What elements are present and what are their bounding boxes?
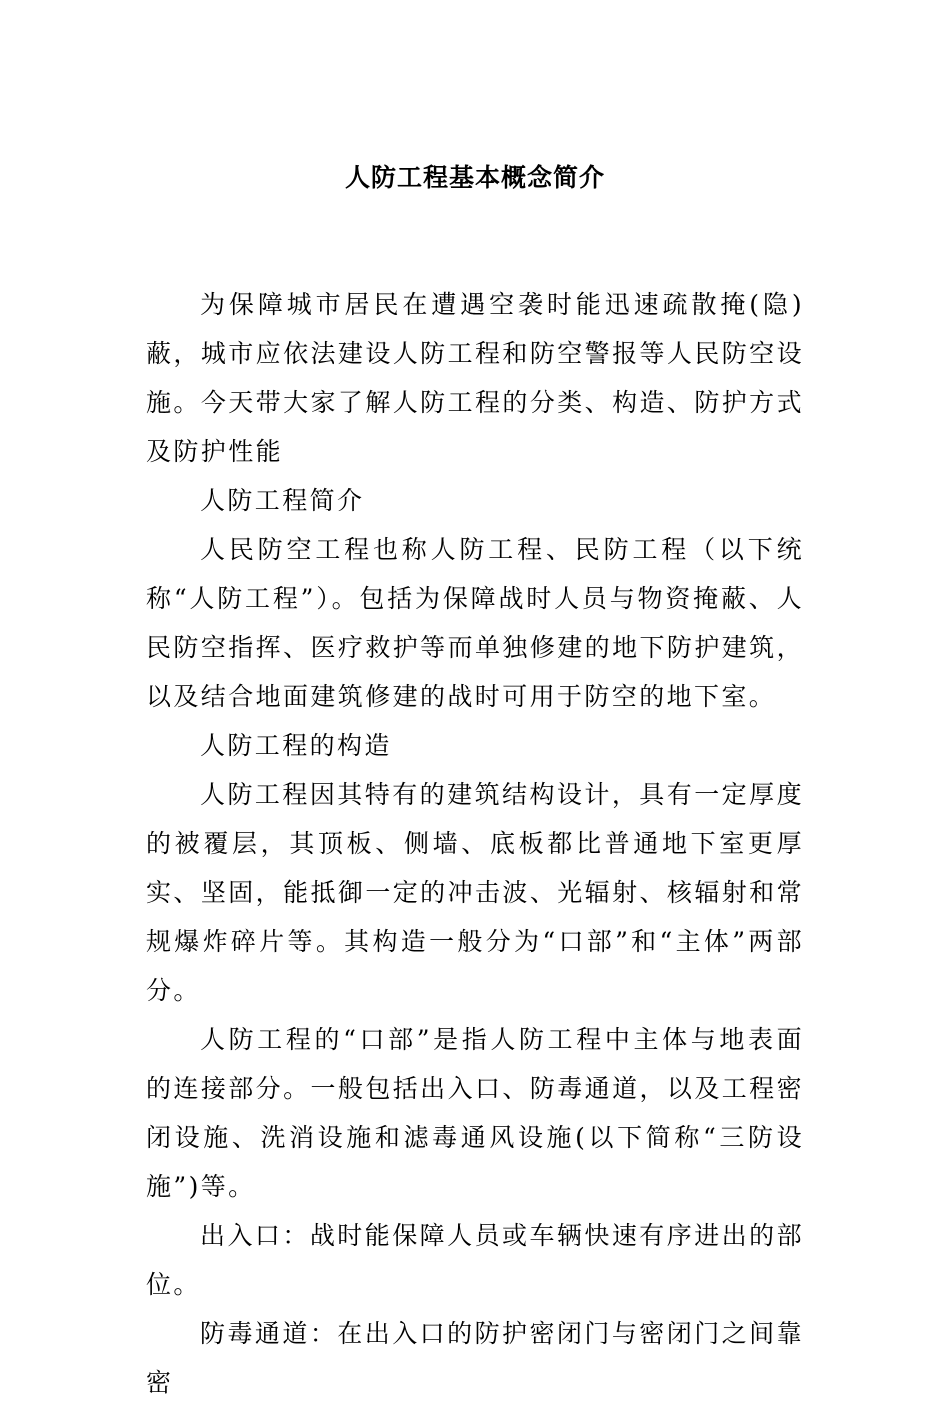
section-heading-overview: 人防工程简介 xyxy=(200,486,365,515)
paragraph-entrance-part: 人防工程的“口部”是指人防工程中主体与地表面的连接部分。一般包括出入口、防毒通道，以及工程密闭设施、洗消设施和滤毒通风设施(以下简称“三防设施”)等。 xyxy=(146,1025,804,1201)
paragraph-definition: 人民防空工程也称人防工程、民防工程（以下统称“人防工程”）。包括为保障战时人员与物资掩蔽、人民防空指挥、医疗救护等而单独修建的地下防护建筑，以及结合地面建筑修建的战时可用于防空的地下室。 xyxy=(146,535,804,711)
document-title: 人防工程基本概念简介 xyxy=(344,163,605,192)
paragraph-entrance: 出入口：战时能保障人员或车辆快速有序进出的部位。 xyxy=(146,1221,804,1299)
document-body xyxy=(146,280,804,1407)
paragraph-structure: 人防工程因其特有的建筑结构设计，具有一定厚度的被覆层，其顶板、侧墙、底板都比普通地下室更厚实、坚固，能抵御一定的冲击波、光辐射、核辐射和常规爆炸碎片等。其构造一般分为“口部”和“主体”两部分。 xyxy=(146,780,804,1005)
paragraph-gas-passage: 防毒通道：在出入口的防护密闭门与密闭门之间靠密 xyxy=(146,1319,804,1397)
paragraph-intro: 为保障城市居民在遭遇空袭时能迅速疏散掩(隐)蔽，城市应依法建设人防工程和防空警报等人民防空设施。今天带大家了解人防工程的分类、构造、防护方式及防护性能 xyxy=(146,290,804,466)
section-heading-structure: 人防工程的构造 xyxy=(200,731,392,760)
